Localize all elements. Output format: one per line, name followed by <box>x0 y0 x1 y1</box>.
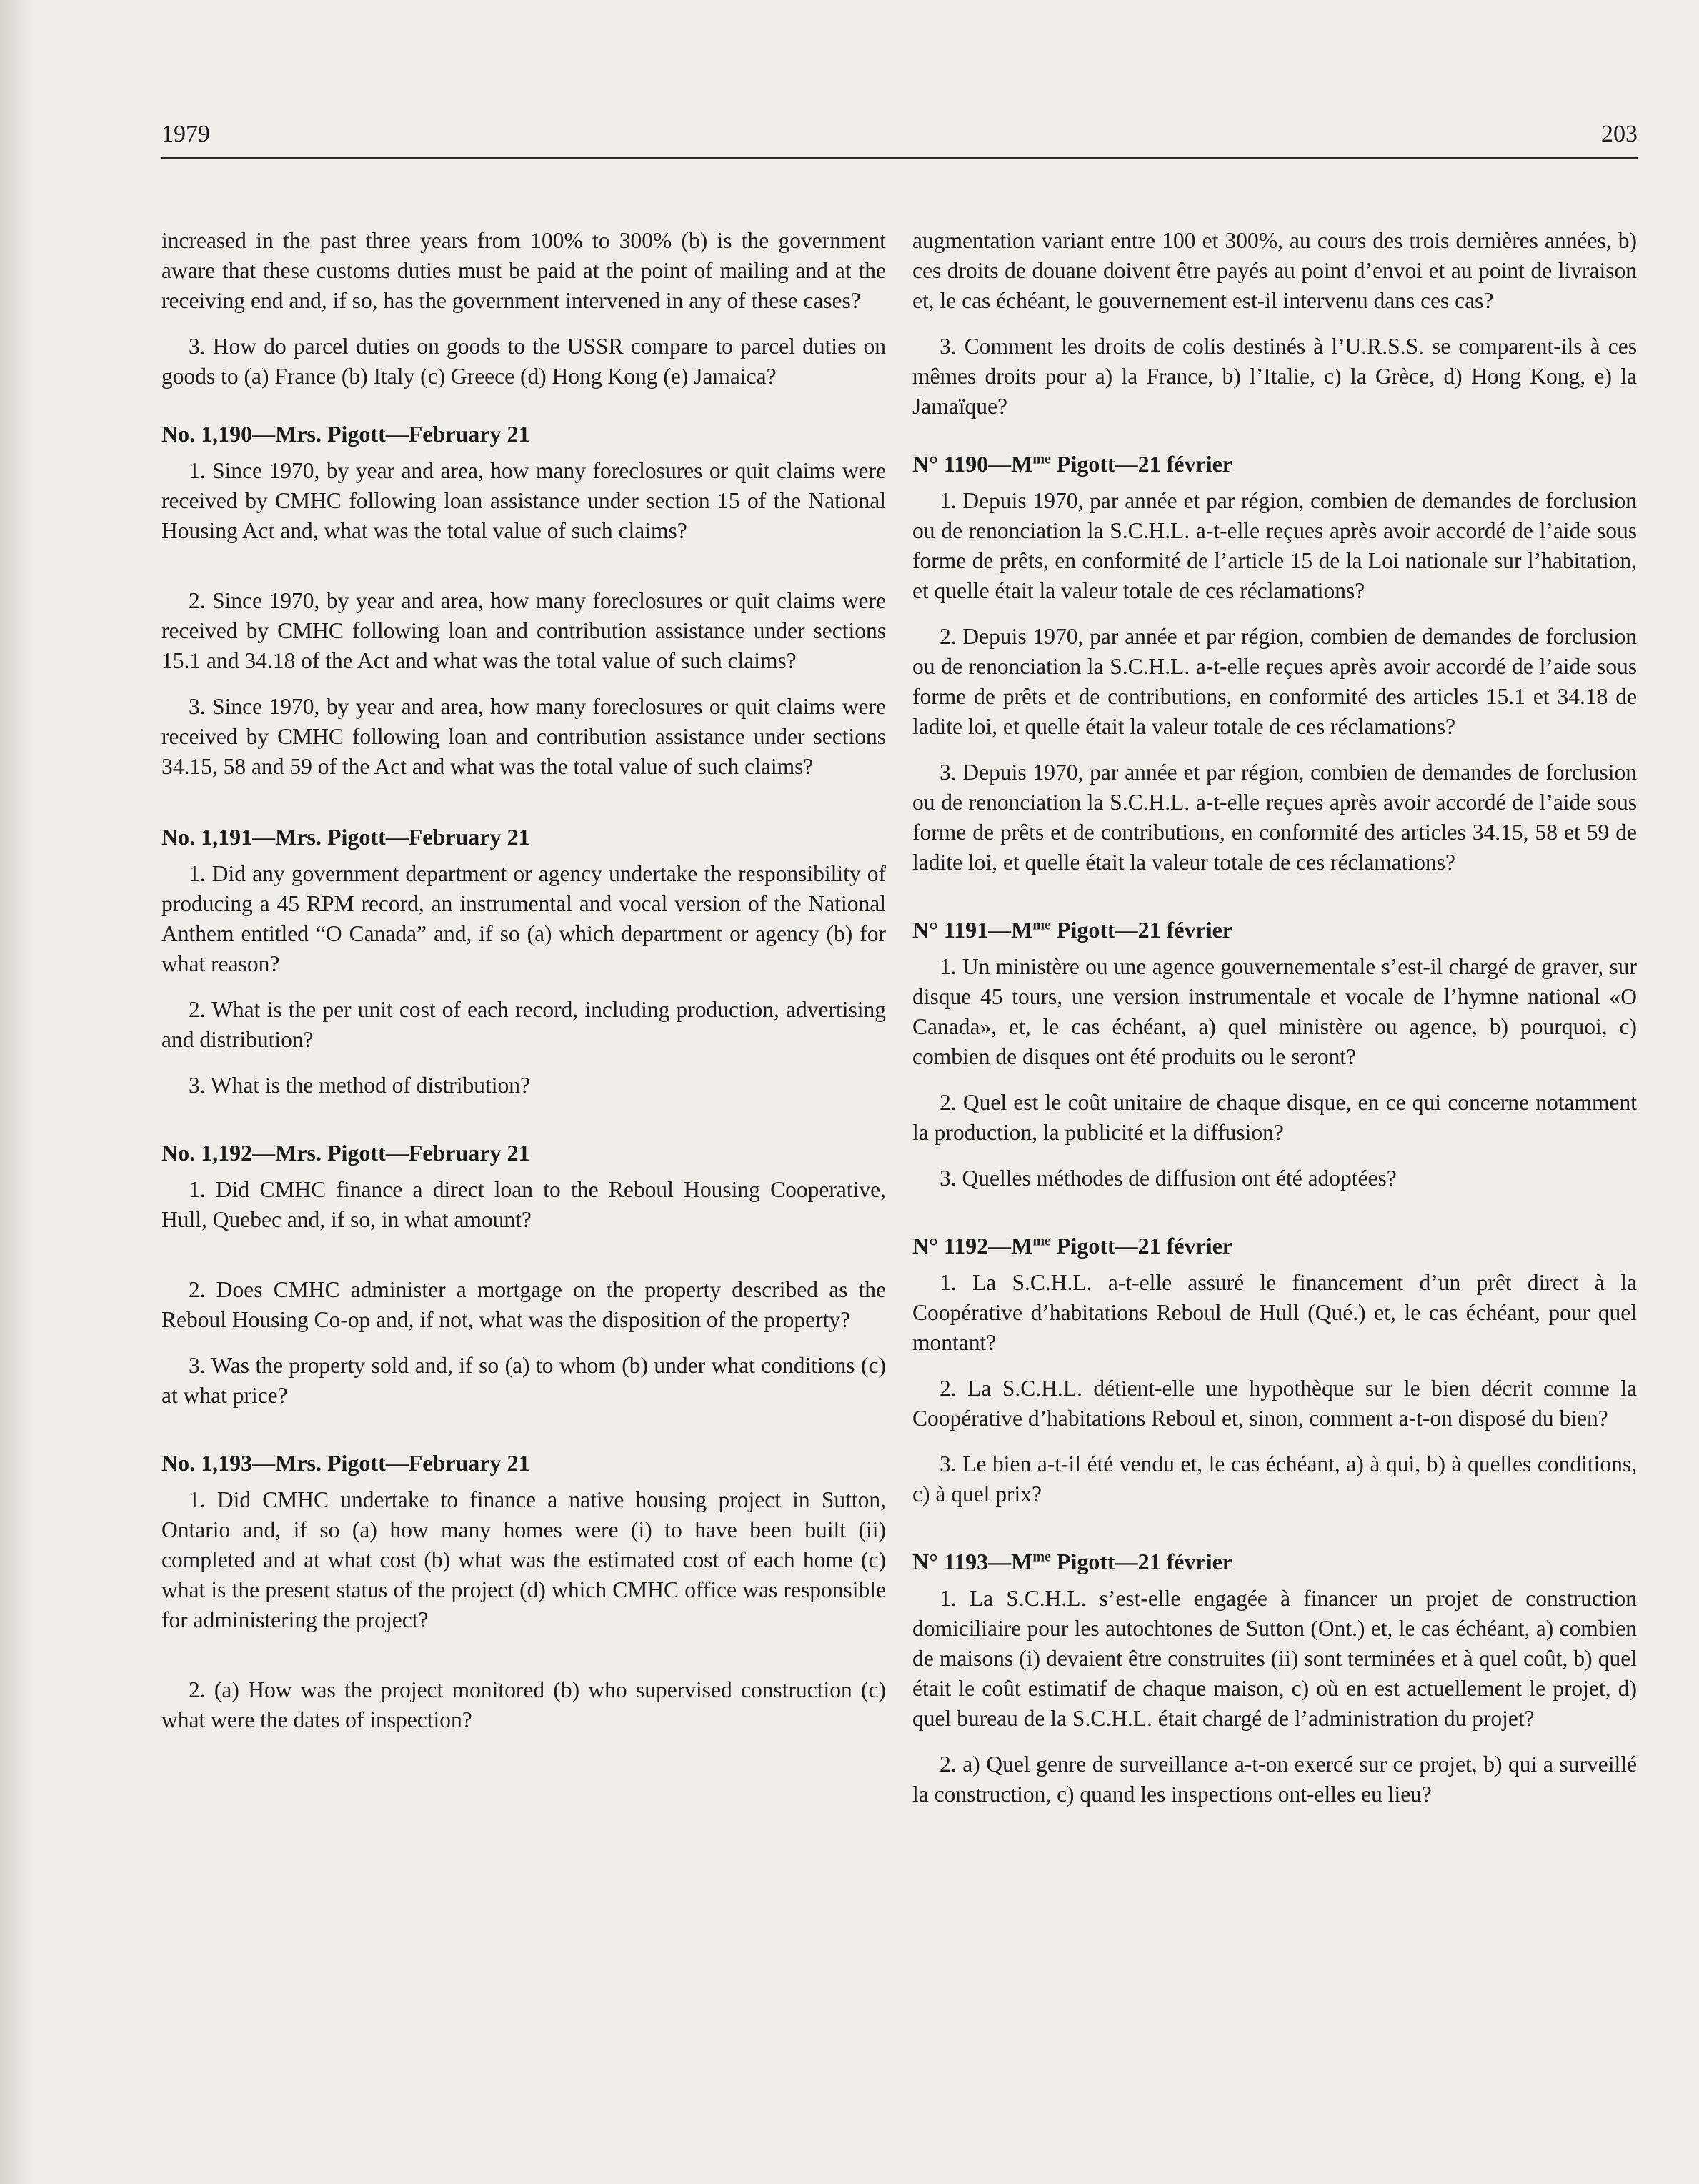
question-heading <box>912 1231 1637 1261</box>
paragraph: 2. Does CMHC administer a mortgage on the property described as the Reboul Housing Co-op and, if not, what was the disposition of the property? <box>161 1277 886 1332</box>
paragraph: 2. (a) How was the project monitored (b) who supervised construction (c) what were the dates of inspection? <box>161 1677 886 1732</box>
heading-rest: Pigott—21 février <box>1050 1233 1232 1259</box>
question-heading: No. 1,191—Mrs. Pigott—February 21 <box>161 824 530 850</box>
paragraph: 2. La S.C.H.L. détient-elle une hypothèque sur le bien décrit comme la Coopérative d’habitations Reboul et, sinon, comment a-t-on disposé du bien? <box>912 1376 1637 1431</box>
paragraph: 2. Since 1970, by year and area, how many foreclosures or quit claims were received by CMHC following loan and contribution assistance under sections 15.1 and 34.18 of the Act and what was the total value of such claims? <box>161 588 886 673</box>
paragraph: 3. How do parcel duties on goods to the USSR compare to parcel duties on goods to (a) France (b) Italy (c) Greece (d) Hong Kong (e) Jamaica? <box>161 334 886 389</box>
question-heading <box>912 915 1637 945</box>
paragraph: 3. Le bien a-t-il été vendu et, le cas échéant, a) à qui, b) à quelles conditions, c) à quel prix? <box>912 1451 1637 1507</box>
paragraph: 2. What is the per unit cost of each record, including production, advertising and distribution? <box>161 997 886 1052</box>
heading-number: N° 1191—M <box>912 917 1033 943</box>
paragraph: 3. Depuis 1970, par année et par région, combien de demandes de forclusion ou de renonciation la S.C.H.L. a-t-elle reçues après avoir accordé de l’aide sous forme de prêts et de contributions, en conformité des articles 34.15, 58 et 59 de ladite loi, et quelle était la valeur totale de ces réclamations? <box>912 760 1637 875</box>
question-heading: No. 1,193—Mrs. Pigott—February 21 <box>161 1450 530 1476</box>
paragraph: 3. Was the property sold and, if so (a) to whom (b) under what conditions (c) at what price? <box>161 1353 886 1408</box>
heading-rest: Pigott—21 février <box>1050 917 1232 943</box>
paragraph: 3. Quelles méthodes de diffusion ont été adoptées? <box>940 1166 1397 1191</box>
question-heading <box>912 1547 1637 1577</box>
paragraph: increased in the past three years from 100% to 300% (b) is the government aware that these customs duties must be paid at the point of mailing and at the receiving end and, if so, has the government intervened in any of these cases? <box>161 228 886 313</box>
heading-number: N° 1192—M <box>912 1233 1033 1259</box>
paragraph: 1. Un ministère ou une agence gouvernementale s’est-il chargé de graver, sur disque 45 tours, une version instrumentale et vocale de l’hymne national «O Canada», et, le cas échéant, a) quel ministère ou agence, b) pourquoi, c) combien de disques ont été produits ou le seront? <box>912 954 1637 1069</box>
heading-superscript: me <box>1032 917 1051 933</box>
heading-rest: Pigott—21 février <box>1050 451 1232 477</box>
header-rule <box>161 157 1638 159</box>
paragraph: 3. Since 1970, by year and area, how many foreclosures or quit claims were received by CMHC following loan and contribution assistance under sections 34.15, 58 and 59 of the Act and what was the total value of such claims? <box>161 694 886 779</box>
paragraph: 2. Quel est le coût unitaire de chaque disque, en ce qui concerne notamment la production, la publicité et la diffusion? <box>912 1090 1637 1145</box>
paragraph: 1. Did CMHC undertake to finance a native housing project in Sutton, Ontario and, if so (a) how many homes were (i) to have been built (ii) completed and at what cost (b) what was the estimated cost of each home (c) what is the present status of the project (d) which CMHC office was responsible for administering the project? <box>161 1487 886 1632</box>
page-year: 1979 <box>161 121 210 147</box>
heading-superscript: me <box>1032 1233 1051 1249</box>
heading-superscript: me <box>1032 1549 1051 1565</box>
heading-number: N° 1190—M <box>912 451 1033 477</box>
french-column <box>912 226 1637 1825</box>
question-heading: No. 1,190—Mrs. Pigott—February 21 <box>161 421 530 447</box>
question-heading: No. 1,192—Mrs. Pigott—February 21 <box>161 1140 530 1166</box>
paragraph: 1. Did any government department or agency undertake the responsibility of producing a 45 RPM record, an instrumental and vocal version of the National Anthem entitled “O Canada” and, if so (a) which department or agency (b) for what reason? <box>161 861 886 976</box>
paragraph: 1. Depuis 1970, par année et par région, combien de demandes de forclusion ou de renonciation la S.C.H.L. a-t-elle reçues après avoir accordé de l’aide sous forme de prêts, en conformité de l’article 15 de la Loi nationale sur l’habitation, et quelle était la valeur totale de ces réclamations? <box>912 488 1637 603</box>
paragraph: 1. Since 1970, by year and area, how many foreclosures or quit claims were received by CMHC following loan assistance under section 15 of the National Housing Act and, what was the total value of such claims? <box>161 458 886 543</box>
paragraph: 3. Comment les droits de colis destinés à l’U.R.S.S. se comparent-ils à ces mêmes droits pour a) la France, b) l’Italie, c) la Grèce, d) Hong Kong, e) la Jamaïque? <box>912 334 1637 419</box>
binding-edge <box>0 0 34 2184</box>
paragraph: 2. a) Quel genre de surveillance a-t-on exercé sur ce projet, b) qui a surveillé la construction, c) quand les inspections ont-elles eu lieu? <box>912 1752 1637 1807</box>
paragraph: 1. La S.C.H.L. s’est-elle engagée à financer un projet de construction domiciliaire pour les autochtones de Sutton (Ont.) et, le cas échéant, a) combien de maisons (i) devaient être construites (ii) sont terminées et à quel coût, b) quel était le coût estimatif de chaque maison, c) où en est actuellement le projet, d) quel bureau de la S.C.H.L. était chargé de l’administration du projet? <box>912 1586 1637 1731</box>
paragraph: 1. La S.C.H.L. a-t-elle assuré le financement d’un prêt direct à la Coopérative d’habitations Reboul de Hull (Qué.) et, le cas échéant, pour quel montant? <box>912 1270 1637 1355</box>
heading-rest: Pigott—21 février <box>1050 1549 1232 1574</box>
heading-superscript: me <box>1032 451 1051 467</box>
paragraph: 2. Depuis 1970, par année et par région, combien de demandes de forclusion ou de renonciation la S.C.H.L. a-t-elle reçues après avoir accordé de l’aide sous forme de prêts et de contributions, en conformité des articles 15.1 et 34.18 de ladite loi, et quelle était la valeur totale de ces réclamations? <box>912 624 1637 739</box>
heading-number: N° 1193—M <box>912 1549 1033 1574</box>
question-heading <box>912 449 1637 479</box>
english-column <box>161 226 886 1751</box>
paragraph: 3. What is the method of distribution? <box>189 1073 530 1098</box>
paragraph: 1. Did CMHC finance a direct loan to the Reboul Housing Cooperative, Hull, Quebec and, if so, in what amount? <box>161 1177 886 1232</box>
paragraph: augmentation variant entre 100 et 300%, au cours des trois dernières années, b) ces droits de douane doivent être payés au point d’envoi et au point de livraison et, le cas échéant, le gouvernement est-il intervenu dans ces cas? <box>912 228 1637 313</box>
page-number: 203 <box>1601 121 1638 147</box>
